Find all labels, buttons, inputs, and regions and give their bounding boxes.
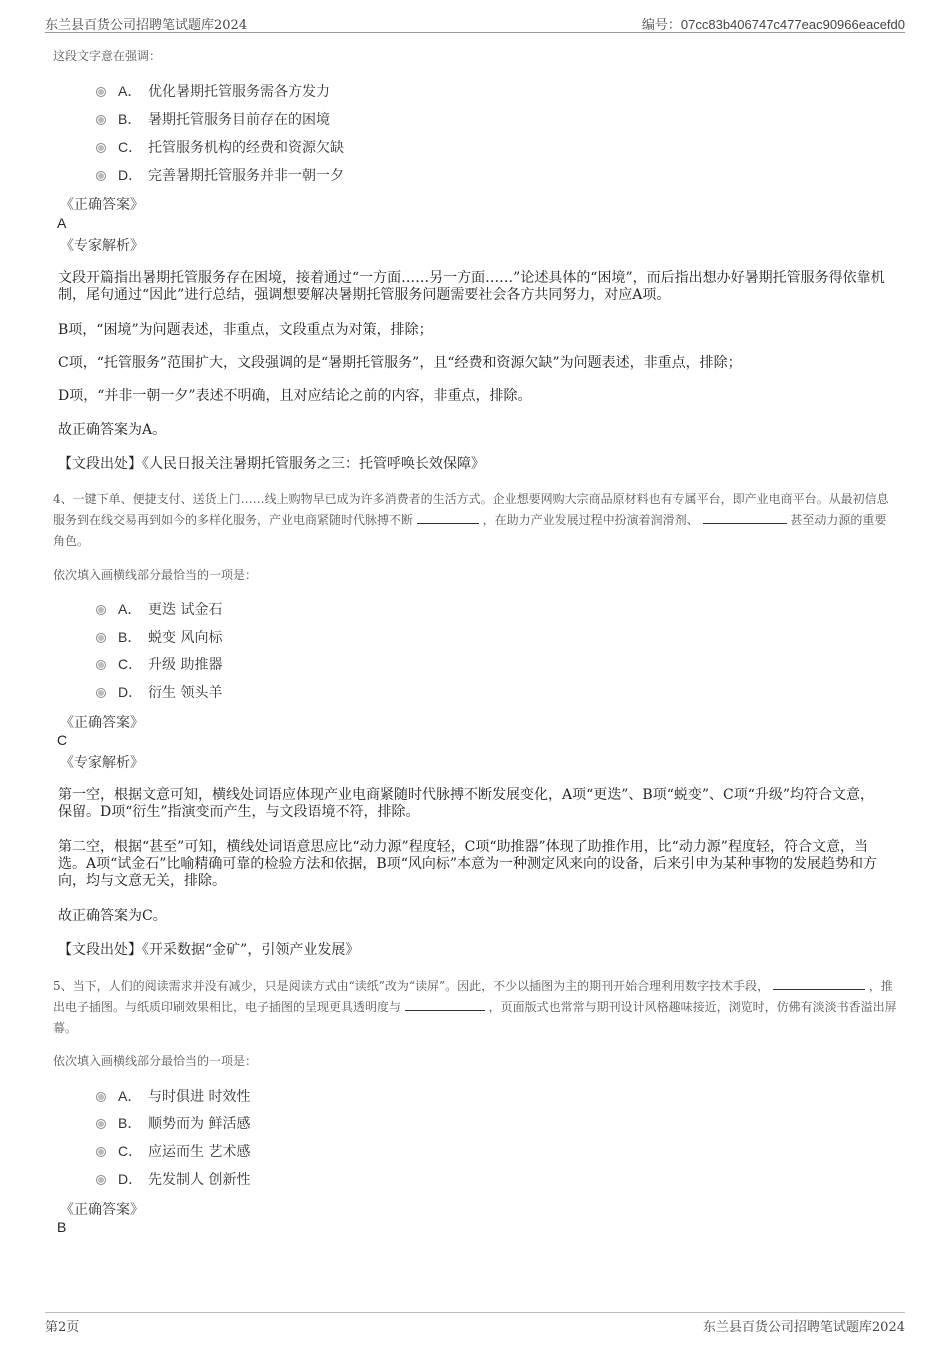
q3-analysis-label: 《专家解析》: [60, 238, 144, 254]
header-doc-id: 编号：07cc83b406747c477eac90966eacefd0: [641, 17, 905, 32]
q3-analysis-para-4: D项，“并非一朝一夕”表述不明确，且对应结论之前的内容，非重点，排除。: [58, 388, 532, 404]
q4-blank-2: [703, 511, 787, 524]
option-letter: A．: [118, 83, 142, 99]
q3-source: 【文段出处】《人民日报关注暑期托管服务之三：托管呼唤长效保障》: [58, 456, 485, 472]
radio-icon[interactable]: [96, 115, 106, 125]
q5-blank-1: [773, 977, 865, 990]
page-number: 第2页: [45, 1320, 80, 1335]
q5-text-2: ，推出电子插图。与纸质印刷效果相比，电子插图的呈现更具透明度与: [53, 979, 893, 1014]
option-text: 暑期托管服务目前存在的困境: [148, 112, 330, 128]
q4-analysis-label: 《专家解析》: [60, 755, 144, 771]
option-letter: C．: [118, 656, 143, 672]
option-text: 优化暑期托管服务需各方发力: [148, 84, 330, 100]
radio-icon[interactable]: [96, 633, 106, 643]
radio-icon[interactable]: [96, 660, 106, 670]
q4-text-3: 甚至动力源的重要角色。: [53, 513, 887, 548]
option-text: 与时俱进 时效性: [148, 1089, 251, 1105]
q3-analysis-para-1: 文段开篇指出暑期托管服务存在困境，接着通过“一方面……另一方面……”论述具体的“困境”，而后指出想办好暑期托管服务得依靠机制，尾句通过“因此”进行总结，强调想要解决暑期托管服务问题需要社会各方共同努力，对应A项。: [58, 270, 885, 303]
option-text: 衍生 领头羊: [148, 685, 223, 701]
option-text: 升级 助推器: [148, 657, 223, 673]
option-letter: D．: [118, 684, 143, 700]
q5-answer: B: [57, 1219, 67, 1235]
option-text: 完善暑期托管服务并非一朝一夕: [148, 168, 344, 184]
q4-blank-1: [417, 511, 479, 524]
option-letter: B．: [118, 629, 142, 645]
option-letter: A．: [118, 601, 142, 617]
q5-question: [53, 976, 898, 1039]
option-text: 应运而生 艺术感: [148, 1144, 251, 1160]
q4-prompt: 依次填入画横线部分最恰当的一项是：: [53, 568, 258, 582]
radio-icon[interactable]: [96, 1175, 106, 1185]
q5-answer-label: 《正确答案》: [60, 1202, 144, 1218]
header-title: 东兰县百货公司招聘笔试题库2024: [45, 18, 248, 33]
option-text: 先发制人 创新性: [148, 1172, 251, 1188]
option-text: 更迭 试金石: [148, 602, 223, 618]
option-text: 托管服务机构的经费和资源欠缺: [148, 140, 344, 156]
option-letter: C．: [118, 1143, 143, 1159]
q5-text-1: 5、当下，人们的阅读需求并没有减少，只是阅读方式由“读纸”改为“读屏”。因此，不少以插图为主的期刊开始合理利用数字技术手段，: [53, 979, 770, 993]
q3-analysis-para-3: C项，“托管服务”范围扩大，文段强调的是“暑期托管服务”，且“经费和资源欠缺”为问题表述，非重点，排除；: [58, 355, 742, 371]
q4-text-1: 4、一键下单、便捷支付、送货上门……线上购物早已成为许多消费者的生活方式。企业想要网购大宗商品原材料也有专属平台，即产业电商平台。从最初信息服务到在线交易再到如今的多样化服务，产业电商紧随时代脉搏不断: [53, 492, 889, 527]
footer-title: 东兰县百货公司招聘笔试题库2024: [702, 1320, 905, 1335]
option-letter: B．: [118, 111, 142, 127]
option-letter: D．: [118, 1171, 143, 1187]
radio-icon[interactable]: [96, 143, 106, 153]
q5-text-3: ，页面版式也常常与期刊设计风格趣味接近，浏览时，仿佛有淡淡书香溢出屏幕。: [53, 1000, 897, 1035]
radio-icon[interactable]: [96, 1119, 106, 1129]
radio-icon[interactable]: [96, 87, 106, 97]
q3-prompt: 这段文字意在强调：: [53, 49, 162, 63]
q4-source: 【文段出处】《开采数据“金矿”，引领产业发展》: [58, 942, 360, 958]
q3-analysis-para-5: 故正确答案为A。: [58, 422, 167, 438]
radio-icon[interactable]: [96, 1147, 106, 1157]
radio-icon[interactable]: [96, 605, 106, 615]
option-text: 蜕变 风向标: [148, 630, 223, 646]
q3-analysis-para-2: B项，“困境”为问题表述，非重点，文段重点为对策，排除；: [58, 322, 433, 338]
q4-analysis-para-1: 第一空，根据文意可知，横线处词语应体现产业电商紧随时代脉搏不断发展变化，A项“更迭”、B项“蜕变”、C项“升级”均符合文意，保留。D项“衍生”指演变而产生，与文段语境不符，排除。: [58, 787, 875, 820]
page-header: [45, 12, 905, 33]
radio-icon[interactable]: [96, 171, 106, 181]
q4-analysis-para-3: 故正确答案为C。: [58, 908, 167, 924]
option-letter: D．: [118, 167, 143, 183]
radio-icon[interactable]: [96, 1092, 106, 1102]
q3-answer: A: [57, 215, 67, 231]
q3-answer-label: 《正确答案》: [60, 197, 144, 213]
q4-answer: C: [57, 732, 68, 748]
option-letter: A．: [118, 1088, 142, 1104]
q5-prompt: 依次填入画横线部分最恰当的一项是：: [53, 1054, 258, 1068]
option-text: 顺势而为 鲜活感: [148, 1116, 251, 1132]
page-footer: [45, 1312, 905, 1335]
q4-question: [53, 489, 898, 552]
option-letter: B．: [118, 1115, 142, 1131]
q4-text-2: ，在助力产业发展过程中扮演着润滑剂、: [482, 513, 699, 527]
q4-analysis-para-2: 第二空，根据“甚至”可知，横线处词语意思应比“动力源”程度轻，C项“助推器”体现了助推作用，比“动力源”程度轻，符合文意，当选。A项“试金石”比喻精确可靠的检验方法和依据，B项“风向标”本意为一种测定风来向的设备，后来引申为某种事物的发展趋势和方向，均与文意无关，排除。: [58, 839, 878, 889]
q4-answer-label: 《正确答案》: [60, 715, 144, 731]
q5-blank-2: [405, 998, 485, 1011]
radio-icon[interactable]: [96, 688, 106, 698]
option-letter: C．: [118, 139, 143, 155]
